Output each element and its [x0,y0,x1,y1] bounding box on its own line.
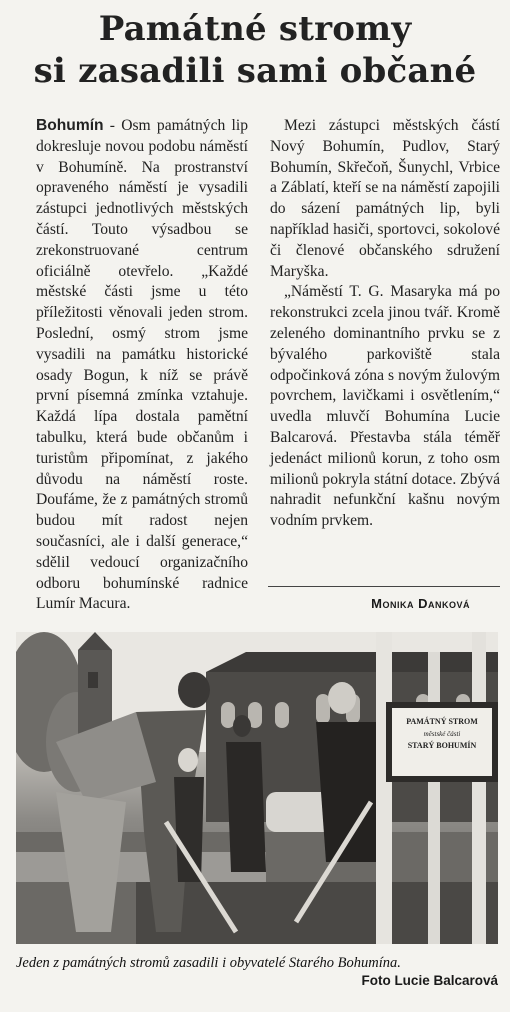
news-photo [16,632,498,944]
article-paragraph [36,116,248,615]
right-column-paragraph-1: Mezi zástupci městských částí Nový Bohumín, Pudlov, Starý Bohumín, Skřečoň, Šunychl, Vrbice a Záblatí, kteří se na náměstí zapojili do sázení památných lip, byli například hasiči, sportovci, sokolové či členové občanského sdružení Maryška. [270,117,500,280]
sign-line-1: PAMÁTNÝ STROM [406,717,478,726]
author-byline: Monika Danková [371,596,470,611]
sign-line-3: STARÝ BOHUMÍN [407,741,477,750]
author-divider [268,586,500,587]
photo-caption: Jeden z památných stromů zasadili i obyvatelé Starého Bohumína. [16,955,401,971]
sign-line-2: městské části [423,730,461,738]
article-column-left [36,116,248,615]
photo-credit: Foto Lucie Balcarová [361,973,498,988]
headline-line-2: si zasadili sami občané [33,51,477,91]
left-column-text: - Osm památných lip dokresluje novou podobu náměstí v Bohumíně. Na prostranství opraveného náměstí je vysadili zástupci jednotlivých městských částí. Touto výsadbou se zrekonstruované centrum oficiálně otevřelo. „Každé městské části jsme u této příležitosti věnovali jeden strom. Poslední, osmý strom jsme vysadili na památku historické osady Bogun, k níž se právě první písemná zmínka vztahuje. Každá lípa dostala pamětní tabulku, která bude občanům i turistům připomínat, z jakého důvodu na náměstí roste. Doufáme, že z památných stromů budou mít radost nejen současníci, ale i další generace,“ sdělil vedoucí organizačního odboru bohumínské radnice Lumír Macura. [36,117,248,613]
headline-line-1: Památné stromy [98,9,412,49]
headline [0,8,510,92]
dateline: Bohumín [36,117,104,134]
article-column-right [270,116,500,532]
photo-illustration [16,632,498,944]
right-column-paragraph-2: „Náměstí T. G. Masaryka má po rekonstrukci zcela jinou tvář. Kromě zeleného dominantního prvku se z bývalého parkoviště stala odpočinková zóna s novým žulovým povrchem, lavičkami i osvětlením,“ uvedla mluvčí Bohumína Lucie Balcarová. Přestavba stála téměř jedenáct milionů korun, z toho osm milionů pokryla státní dotace. Zbývá nahradit nefunkční kašnu novým vodním prvkem. [270,283,500,530]
